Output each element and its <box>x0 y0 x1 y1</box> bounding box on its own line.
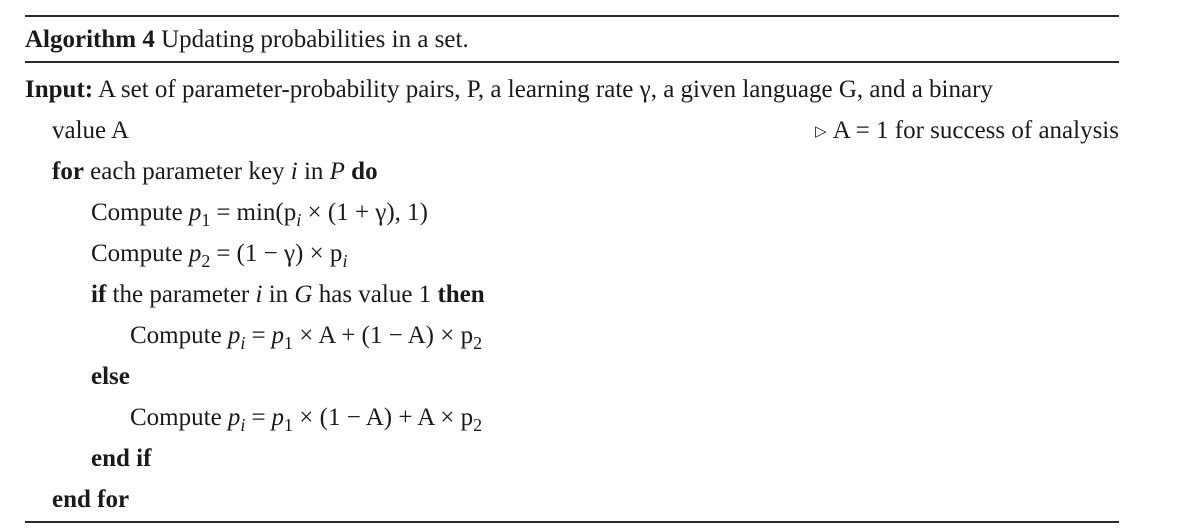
if-var: i <box>255 281 263 308</box>
input-comment <box>815 118 1119 143</box>
comment-text: A = 1 for success of analysis <box>832 117 1119 144</box>
p2-formula: $(1 - \gamma) \times p_i$ <box>236 240 348 271</box>
p1-symbol: $p_1$ <box>188 199 211 230</box>
end-for-keyword: end for <box>52 486 130 513</box>
top-rule <box>25 15 1119 17</box>
if-in: in <box>268 281 289 308</box>
compute-pi-else-line: Compute $p_i = p_1 \times (1 - A) + A \times p_2$ <box>130 404 483 435</box>
algorithm-label: Algorithm 4 <box>25 26 155 53</box>
pi-symbol: $p_i$ <box>227 322 246 353</box>
for-keyword: for <box>52 158 84 185</box>
compute-pi-then-line: Compute $p_i = p_1 \times A + (1 - A) \times p_2$ <box>130 322 483 353</box>
if-line <box>91 282 485 307</box>
p2-symbol: $p_2$ <box>188 240 211 271</box>
compute-label: Compute <box>91 199 183 226</box>
then-keyword: then <box>437 281 485 308</box>
end-if-keyword: end if <box>91 445 152 472</box>
input-line-2 <box>52 118 129 143</box>
comment-triangle-icon: ▷ <box>815 124 827 141</box>
else-line <box>91 364 130 389</box>
for-line <box>52 159 378 184</box>
if-text: the parameter <box>112 281 250 308</box>
mid-rule <box>25 61 1119 63</box>
else-keyword: else <box>91 363 130 390</box>
input-keyword: Input: <box>25 76 94 103</box>
end-for-line <box>52 487 129 512</box>
if-lang: G <box>294 281 313 308</box>
if-keyword: if <box>91 281 107 308</box>
for-text: each parameter key <box>90 158 285 185</box>
do-keyword: do <box>351 158 378 185</box>
algorithm-caption <box>25 27 469 52</box>
bottom-rule <box>25 521 1119 523</box>
algorithm-title: Updating probabilities in a set. <box>161 26 469 53</box>
if-value: has value 1 <box>318 281 432 308</box>
pi-else-formula: × (1 − A) + A × p <box>293 404 474 431</box>
for-in: in <box>303 158 324 185</box>
pi-then-formula: × A + (1 − A) × p <box>293 322 474 349</box>
end-if-line <box>91 446 151 471</box>
compute-label: Compute <box>130 404 222 431</box>
compute-p2-line: Compute $p_2 = (1 - \gamma) \times p_i$ <box>91 240 348 271</box>
for-var: i <box>290 158 298 185</box>
input-text-1: A set of parameter-probability pairs, P, a learning rate γ, a given language G, and a binary <box>97 76 993 103</box>
p1-formula: $\min(p_i \times (1 + \gamma)$, 1) <box>236 199 428 230</box>
compute-label: Compute <box>91 240 183 267</box>
for-set: P <box>329 158 345 185</box>
input-line-1 <box>25 77 993 102</box>
input-text-2: value A <box>52 117 130 144</box>
compute-p1-line: Compute $p_1 = \min(p_i \times (1 + \gamma)$, 1) <box>91 199 428 230</box>
pi-symbol: $p_i$ <box>227 404 246 435</box>
compute-label: Compute <box>130 322 222 349</box>
